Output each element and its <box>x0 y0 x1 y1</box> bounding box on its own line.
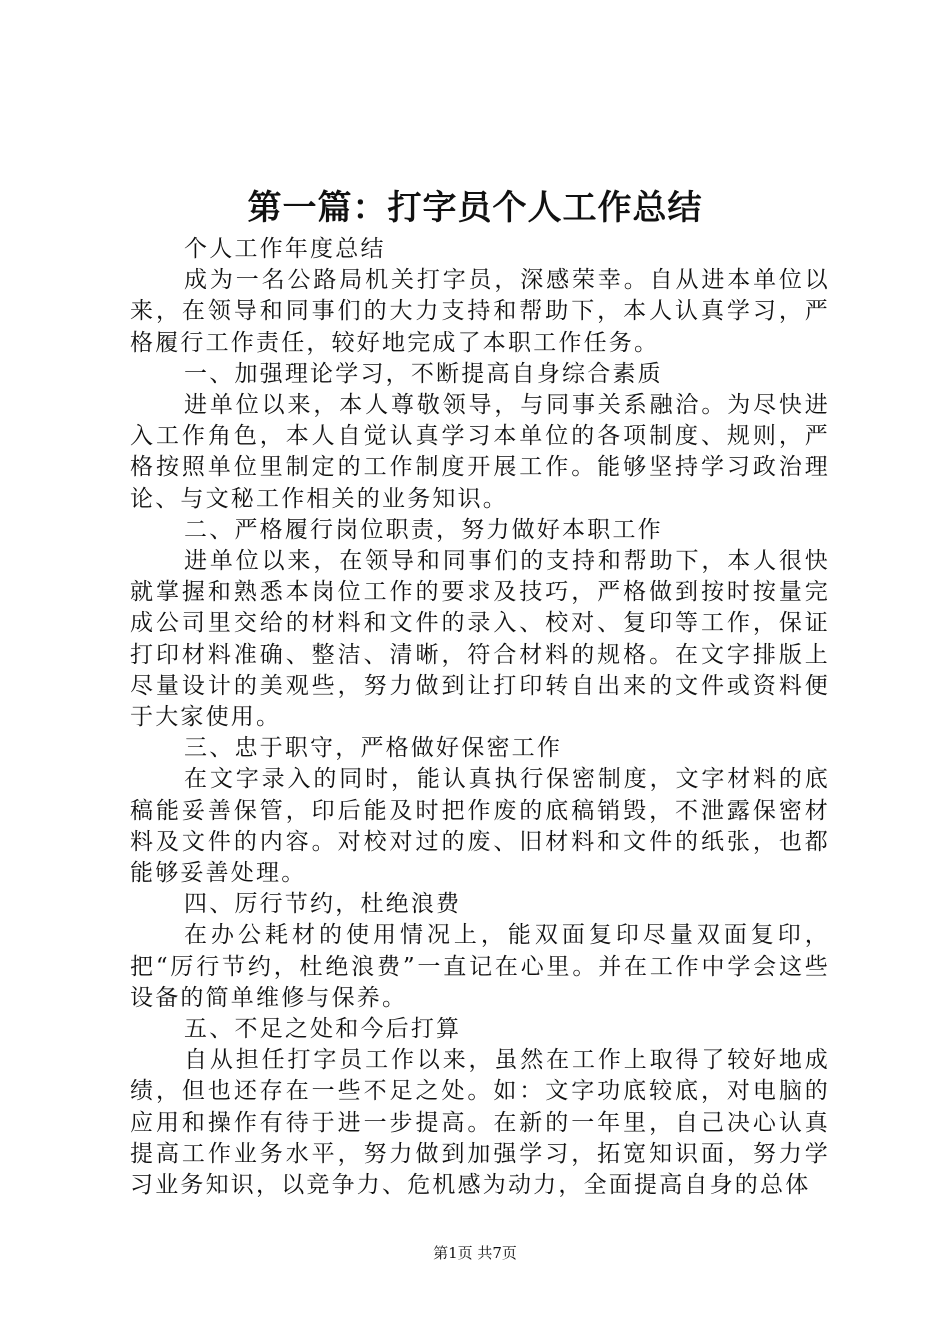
page-number-footer: 第1页 共7页 <box>433 1244 517 1262</box>
subtitle-paragraph: 个人工作年度总结 <box>184 236 386 262</box>
intro-paragraph: 成为一名公路局机关打字员，深感荣幸。自从进本单位以来，在领导和同事们的大力支持和帮助下，本人认真学习，严格履行工作责任，较好地完成了本职工作任务。 <box>130 267 830 356</box>
section-paragraph-1: 进单位以来，本人尊敬领导，与同事关系融洽。为尽快进入工作角色，本人自觉认真学习本单位的各项制度、规则，严格按照单位里制定的工作制度开展工作。能够坚持学习政治理论、与文秘工作相关的业务知识。 <box>130 392 830 512</box>
section-paragraph-5: 自从担任打字员工作以来，虽然在工作上取得了较好地成绩，但也还存在一些不足之处。如：文字功底较底，对电脑的应用和操作有待于进一步提高。在新的一年里，自己决心认真提高工作业务水平，努力做到加强学习，拓宽知识面，努力学习业务知识，以竞争力、危机感为动力，全面提高自身的总体 <box>130 1047 830 1199</box>
section-heading-5: 五、不足之处和今后打算 <box>184 1016 462 1043</box>
section-heading-2: 二、严格履行岗位职责，努力做好本职工作 <box>184 516 663 543</box>
section-paragraph-2: 进单位以来，在领导和同事们的支持和帮助下，本人很快就掌握和熟悉本岗位工作的要求及技巧，严格做到按时按量完成公司里交给的材料和文件的录入、校对、复印等工作，保证打印材料准确、整洁、清晰，符合材料的规格。在文字排版上尽量设计的美观些，努力做到让打印转自出来的文件或资料便于大家使用。 <box>130 548 830 731</box>
section-heading-3: 三、忠于职守，严格做好保密工作 <box>184 735 563 762</box>
section-heading-4: 四、厉行节约，杜绝浪费 <box>184 891 462 918</box>
document-body <box>130 234 830 1201</box>
section-heading-1: 一、加强理论学习，不断提高自身综合素质 <box>184 360 663 387</box>
section-paragraph-4: 在办公耗材的使用情况上，能双面复印尽量双面复印，把“厉行节约，杜绝浪费”一直记在心里。并在工作中学会这些设备的简单维修与保养。 <box>130 922 830 1011</box>
section-paragraph-3: 在文字录入的同时，能认真执行保密制度，文字材料的底稿能妥善保管，印后能及时把作废的底稿销毁，不泄露保密材料及文件的内容。对校对过的废、旧材料和文件的纸张，也都能够妥善处理。 <box>130 766 830 887</box>
document-title: 第一篇：打字员个人工作总结 <box>247 188 703 228</box>
